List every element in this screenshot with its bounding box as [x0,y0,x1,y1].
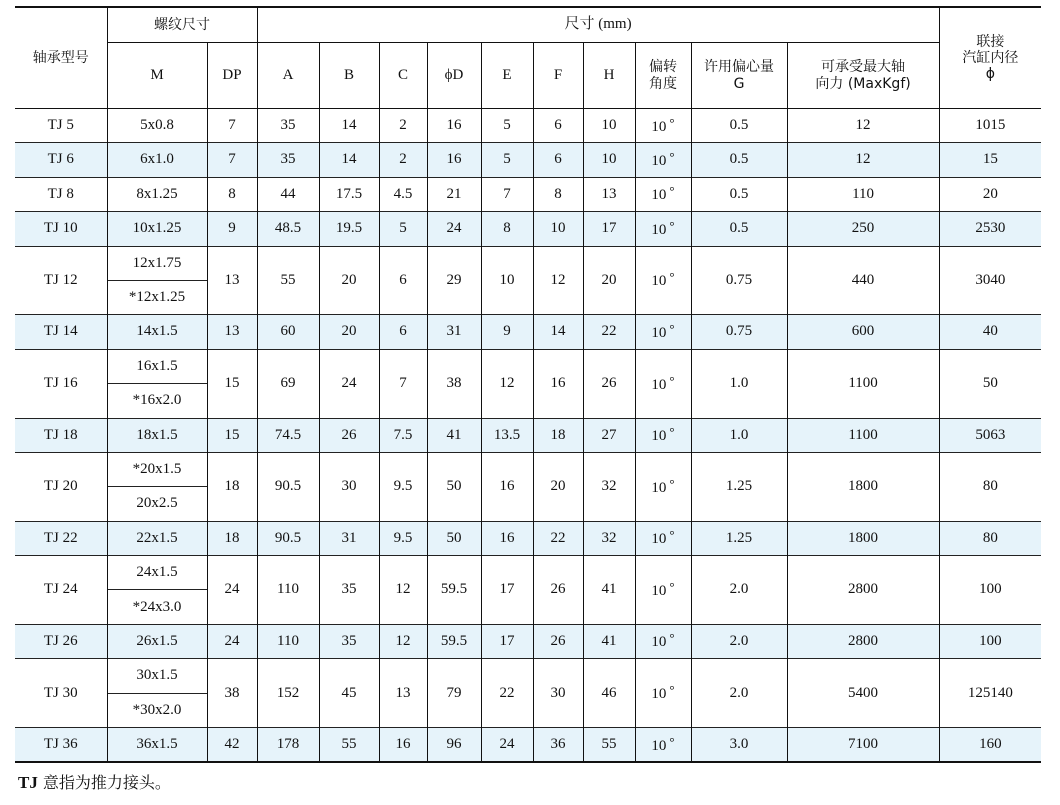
header-h: H [583,43,635,109]
cell-dp: 24 [207,624,257,658]
cell-h: 26 [583,349,635,418]
cell-eccentric: 2.0 [691,556,787,625]
cell-model: TJ 26 [15,624,107,658]
header-angle [635,43,691,109]
cell-model: TJ 16 [15,349,107,418]
cell-c: 7 [379,349,427,418]
cell-model: TJ 14 [15,315,107,349]
cell-c: 13 [379,659,427,728]
header-axial-force [787,43,939,109]
cell-model: TJ 5 [15,109,107,143]
table-row [15,659,1041,693]
cell-angle-value: 10 [651,376,667,393]
cell-axial-force: 1800 [787,452,939,521]
cell-f: 6 [533,143,583,177]
cell-a: 44 [257,177,319,211]
cell-eccentric: 0.5 [691,212,787,246]
cell-e: 13.5 [481,418,533,452]
header-c: C [379,43,427,109]
cell-b: 30 [319,452,379,521]
header-b: B [319,43,379,109]
cell-eccentric: 3.0 [691,728,787,763]
cell-f: 26 [533,556,583,625]
table-row [15,728,1041,763]
cell-a: 69 [257,349,319,418]
cell-h: 20 [583,246,635,315]
cell-eccentric: 1.0 [691,418,787,452]
cell-thread-m: 26x1.5 [107,624,207,658]
cell-thread-m: 30x1.5 [107,659,207,693]
cell-thread-m: *20x1.5 [107,452,207,486]
cell-cylinder-bore: 5063 [939,418,1041,452]
cell-h: 41 [583,624,635,658]
cell-e: 16 [481,452,533,521]
cell-cylinder-bore: 80 [939,521,1041,555]
cell-d: 24 [427,212,481,246]
cell-f: 12 [533,246,583,315]
degree-symbol: ° [669,114,675,130]
cell-cylinder-bore: 3040 [939,246,1041,315]
cell-e: 7 [481,177,533,211]
table-row [15,177,1041,211]
cell-b: 20 [319,315,379,349]
header-dp: DP [207,43,257,109]
cell-thread-m: 22x1.5 [107,521,207,555]
degree-symbol: ° [669,320,675,336]
cell-dp: 18 [207,452,257,521]
cell-f: 22 [533,521,583,555]
cell-f: 14 [533,315,583,349]
cell-c: 5 [379,212,427,246]
cell-axial-force: 110 [787,177,939,211]
cell-thread-m: *16x2.0 [107,384,207,418]
cell-c: 4.5 [379,177,427,211]
cell-dp: 15 [207,418,257,452]
cell-b: 55 [319,728,379,763]
cell-cylinder-bore: 160 [939,728,1041,763]
cell-axial-force: 2800 [787,556,939,625]
cell-dp: 42 [207,728,257,763]
cell-f: 26 [533,624,583,658]
cell-b: 20 [319,246,379,315]
cell-b: 35 [319,624,379,658]
cell-e: 16 [481,521,533,555]
cell-f: 16 [533,349,583,418]
header-dimensions-label: 尺寸 (mm) [564,16,632,33]
cell-eccentric: 0.75 [691,315,787,349]
cell-a: 152 [257,659,319,728]
cell-eccentric: 0.5 [691,177,787,211]
cell-eccentric: 0.5 [691,109,787,143]
cell-b: 35 [319,556,379,625]
cell-a: 48.5 [257,212,319,246]
table-row [15,452,1041,486]
cell-thread-m: 24x1.5 [107,556,207,590]
cell-dp: 13 [207,315,257,349]
cell-c: 9.5 [379,452,427,521]
header-model: 轴承型号 [15,7,107,109]
cell-dp: 8 [207,177,257,211]
cell-thread-m: 12x1.75 [107,246,207,280]
table-row [15,556,1041,590]
cell-h: 41 [583,556,635,625]
cell-d: 31 [427,315,481,349]
cell-axial-force: 1100 [787,349,939,418]
cell-angle-value: 10 [651,531,667,548]
cell-eccentric: 2.0 [691,659,787,728]
cell-b: 26 [319,418,379,452]
cell-dp: 18 [207,521,257,555]
cell-eccentric: 0.5 [691,143,787,177]
header-thread-size: 螺纹尺寸 [107,7,257,43]
cell-angle-value: 10 [651,737,667,754]
cell-cylinder-bore: 100 [939,624,1041,658]
cell-axial-force: 12 [787,143,939,177]
cell-c: 16 [379,728,427,763]
degree-symbol: ° [669,183,675,199]
cell-thread-m: 18x1.5 [107,418,207,452]
degree-symbol: ° [669,630,675,646]
cell-cylinder-bore: 2530 [939,212,1041,246]
cell-a: 110 [257,556,319,625]
cell-thread-m: 5x0.8 [107,109,207,143]
cell-eccentric: 1.25 [691,521,787,555]
cell-angle-value: 10 [651,324,667,341]
cell-dp: 13 [207,246,257,315]
table-row [15,315,1041,349]
footnote-text: 意指为推力接头。 [37,773,171,792]
table-row [15,624,1041,658]
cell-f: 6 [533,109,583,143]
cell-d: 59.5 [427,556,481,625]
cell-angle-value: 10 [651,152,667,169]
cell-b: 45 [319,659,379,728]
cell-d: 21 [427,177,481,211]
cell-e: 9 [481,315,533,349]
cell-eccentric: 1.0 [691,349,787,418]
cell-d: 16 [427,109,481,143]
degree-symbol: ° [669,424,675,440]
cell-e: 17 [481,624,533,658]
cell-thread-m: 6x1.0 [107,143,207,177]
cell-thread-m: *30x2.0 [107,693,207,727]
cell-c: 2 [379,109,427,143]
cell-a: 110 [257,624,319,658]
cell-axial-force: 1800 [787,521,939,555]
cell-f: 18 [533,418,583,452]
cell-angle [635,315,691,349]
cell-e: 24 [481,728,533,763]
cell-axial-force: 440 [787,246,939,315]
table-row [15,143,1041,177]
cell-thread-m: *24x3.0 [107,590,207,624]
cell-cylinder-bore: 15 [939,143,1041,177]
cell-c: 6 [379,315,427,349]
cell-f: 36 [533,728,583,763]
header-m: M [107,43,207,109]
cell-c: 12 [379,624,427,658]
cell-dp: 7 [207,143,257,177]
cell-angle [635,418,691,452]
cell-model: TJ 10 [15,212,107,246]
cell-a: 178 [257,728,319,763]
cell-a: 35 [257,109,319,143]
cell-a: 74.5 [257,418,319,452]
cell-b: 14 [319,109,379,143]
table-body [15,109,1041,763]
cell-model: TJ 8 [15,177,107,211]
degree-symbol: ° [669,682,675,698]
cell-angle [635,521,691,555]
cell-eccentric: 2.0 [691,624,787,658]
cell-c: 6 [379,246,427,315]
cell-axial-force: 1100 [787,418,939,452]
cell-angle-value: 10 [651,221,667,238]
cell-model: TJ 6 [15,143,107,177]
cell-angle-value: 10 [651,273,667,290]
cell-axial-force: 600 [787,315,939,349]
header-angle-label: 偏转 角度 [649,59,677,92]
cell-dp: 38 [207,659,257,728]
cell-d: 96 [427,728,481,763]
cell-h: 22 [583,315,635,349]
cell-d: 16 [427,143,481,177]
cell-e: 12 [481,349,533,418]
cell-f: 8 [533,177,583,211]
cell-angle [635,177,691,211]
cell-dp: 15 [207,349,257,418]
degree-symbol: ° [669,372,675,388]
degree-symbol: ° [669,217,675,233]
cell-angle [635,212,691,246]
cell-thread-m: 36x1.5 [107,728,207,763]
cell-c: 9.5 [379,521,427,555]
cell-angle-value: 10 [651,686,667,703]
cell-d: 50 [427,452,481,521]
cell-h: 32 [583,521,635,555]
cell-h: 10 [583,143,635,177]
cell-angle [635,624,691,658]
cell-thread-m: 8x1.25 [107,177,207,211]
cell-a: 90.5 [257,521,319,555]
cell-cylinder-bore: 100 [939,556,1041,625]
cell-angle [635,452,691,521]
header-e: E [481,43,533,109]
cell-axial-force: 2800 [787,624,939,658]
header-dimensions [257,7,939,43]
cell-model: TJ 24 [15,556,107,625]
cell-e: 22 [481,659,533,728]
table-row [15,418,1041,452]
cell-dp: 9 [207,212,257,246]
cell-model: TJ 12 [15,246,107,315]
cell-model: TJ 18 [15,418,107,452]
table-row [15,212,1041,246]
header-eccentric-label: 许用偏心量 G [704,59,774,92]
cell-a: 60 [257,315,319,349]
cell-b: 14 [319,143,379,177]
cell-h: 32 [583,452,635,521]
cell-cylinder-bore: 125140 [939,659,1041,728]
cell-axial-force: 250 [787,212,939,246]
cell-model: TJ 30 [15,659,107,728]
cell-h: 17 [583,212,635,246]
cell-f: 30 [533,659,583,728]
cell-thread-m: *12x1.25 [107,280,207,314]
cell-b: 31 [319,521,379,555]
degree-symbol: ° [669,475,675,491]
table-row [15,246,1041,280]
cell-angle-value: 10 [651,479,667,496]
cell-d: 29 [427,246,481,315]
footnote [18,770,171,793]
cell-axial-force: 5400 [787,659,939,728]
cell-axial-force: 12 [787,109,939,143]
cell-d: 38 [427,349,481,418]
cell-f: 20 [533,452,583,521]
cell-model: TJ 36 [15,728,107,763]
cell-e: 5 [481,109,533,143]
cell-h: 46 [583,659,635,728]
cell-d: 50 [427,521,481,555]
cell-c: 7.5 [379,418,427,452]
degree-symbol: ° [669,578,675,594]
header-cylinder-bore [939,7,1041,109]
cell-c: 12 [379,556,427,625]
cell-model: TJ 20 [15,452,107,521]
table-row [15,109,1041,143]
cell-f: 10 [533,212,583,246]
cell-b: 17.5 [319,177,379,211]
cell-angle [635,143,691,177]
cell-e: 17 [481,556,533,625]
cell-h: 10 [583,109,635,143]
cell-angle [635,659,691,728]
cell-b: 19.5 [319,212,379,246]
cell-angle-value: 10 [651,582,667,599]
cell-e: 10 [481,246,533,315]
cell-angle [635,728,691,763]
cell-thread-m: 14x1.5 [107,315,207,349]
header-phid: ϕD [427,43,481,109]
table-row [15,521,1041,555]
cell-eccentric: 0.75 [691,246,787,315]
cell-angle-value: 10 [651,634,667,651]
cell-cylinder-bore: 80 [939,452,1041,521]
header-a: A [257,43,319,109]
table-row [15,349,1041,383]
cell-angle-value: 10 [651,428,667,445]
degree-symbol: ° [669,148,675,164]
footnote-prefix: TJ [18,773,38,792]
cell-thread-m: 10x1.25 [107,212,207,246]
cell-h: 55 [583,728,635,763]
cell-angle [635,246,691,315]
cell-eccentric: 1.25 [691,452,787,521]
cell-d: 79 [427,659,481,728]
header-cylinder-bore-label: 联接 汽缸内径 ϕ [962,33,1019,83]
header-axial-force-label: 可承受最大轴 向力 (MaxKgf) [815,59,911,92]
cell-d: 41 [427,418,481,452]
cell-c: 2 [379,143,427,177]
cell-dp: 7 [207,109,257,143]
cell-a: 55 [257,246,319,315]
spec-table [15,6,1041,763]
header-f: F [533,43,583,109]
cell-d: 59.5 [427,624,481,658]
cell-angle-value: 10 [651,187,667,204]
cell-b: 24 [319,349,379,418]
cell-cylinder-bore: 50 [939,349,1041,418]
degree-symbol: ° [669,733,675,749]
cell-a: 90.5 [257,452,319,521]
cell-cylinder-bore: 40 [939,315,1041,349]
cell-a: 35 [257,143,319,177]
cell-h: 27 [583,418,635,452]
cell-angle [635,556,691,625]
header-eccentric [691,43,787,109]
cell-dp: 24 [207,556,257,625]
cell-angle-value: 10 [651,118,667,135]
cell-cylinder-bore: 20 [939,177,1041,211]
cell-cylinder-bore: 1015 [939,109,1041,143]
cell-axial-force: 7100 [787,728,939,763]
cell-thread-m: 20x2.5 [107,487,207,521]
cell-model: TJ 22 [15,521,107,555]
degree-symbol: ° [669,269,675,285]
cell-angle [635,109,691,143]
cell-e: 5 [481,143,533,177]
degree-symbol: ° [669,527,675,543]
cell-thread-m: 16x1.5 [107,349,207,383]
cell-e: 8 [481,212,533,246]
cell-angle [635,349,691,418]
cell-h: 13 [583,177,635,211]
